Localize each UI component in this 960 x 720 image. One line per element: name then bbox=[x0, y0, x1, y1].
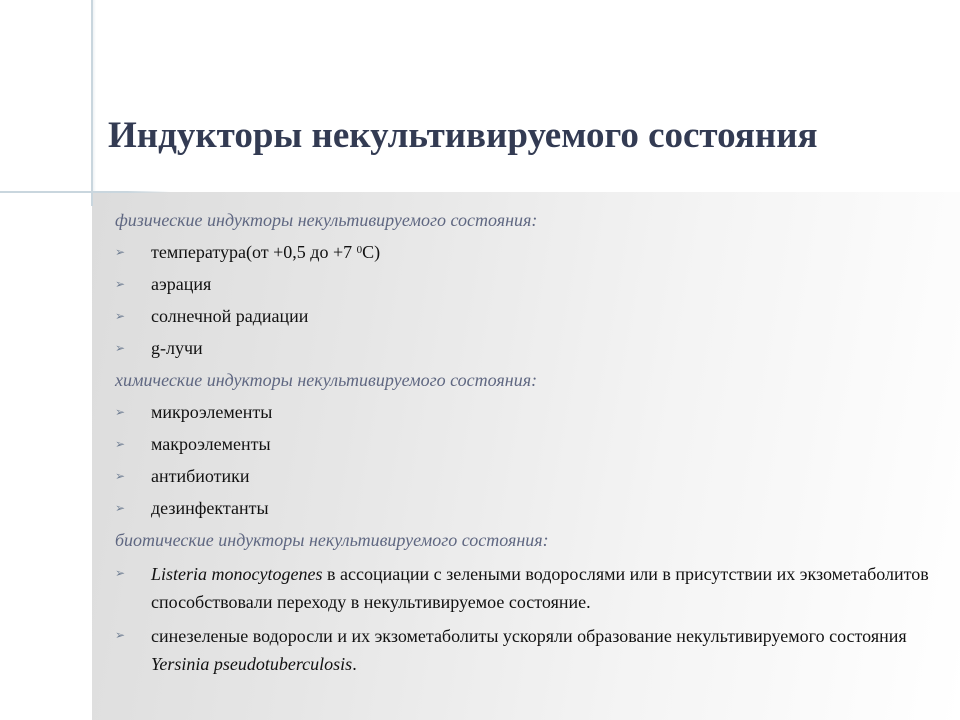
physical-heading: физические индукторы некультивируемого состояния: bbox=[115, 210, 538, 230]
decorative-horizontal-line bbox=[0, 191, 170, 193]
arrow-bullet-icon: ➢ bbox=[115, 245, 126, 259]
item-suffix: . bbox=[352, 654, 357, 674]
list-item bbox=[115, 272, 945, 304]
list-item bbox=[115, 304, 945, 336]
arrow-bullet-icon: ➢ bbox=[115, 566, 126, 580]
title-area bbox=[0, 0, 960, 192]
list-item-listeria bbox=[115, 560, 945, 622]
list-item bbox=[115, 464, 945, 496]
arrow-bullet-icon: ➢ bbox=[115, 501, 126, 515]
arrow-bullet-icon: ➢ bbox=[115, 437, 126, 451]
list-item-temperature bbox=[115, 240, 945, 272]
list-item bbox=[115, 432, 945, 464]
item-text: солнечной радиации bbox=[151, 306, 309, 326]
chemical-heading: химические индукторы некультивируемого состояния: bbox=[115, 370, 538, 390]
item-text: в ассоциации с зелеными водорослями или в присутствии их экзометаболитов способствовали переходу в некультивируемое состояние. bbox=[151, 564, 929, 612]
arrow-bullet-icon: ➢ bbox=[115, 309, 126, 323]
slide-title: Индукторы некультивируемого состояния bbox=[108, 115, 818, 156]
item-text: дезинфектанты bbox=[151, 498, 269, 518]
item-text: g-лучи bbox=[151, 338, 203, 358]
item-text: микроэлементы bbox=[151, 402, 273, 422]
arrow-bullet-icon: ➢ bbox=[115, 341, 126, 355]
arrow-bullet-icon: ➢ bbox=[115, 469, 126, 483]
species-name: Yersinia pseudotuberculosis bbox=[151, 654, 353, 674]
slide-content bbox=[115, 208, 945, 684]
list-item-cyanobacteria bbox=[115, 622, 945, 684]
biotic-heading: биотические индукторы некультивируемого состояния: bbox=[115, 530, 549, 550]
species-name: Listeria monocytogenes bbox=[151, 564, 323, 584]
list-item bbox=[115, 336, 945, 368]
item-text: макроэлементы bbox=[151, 434, 271, 454]
item-text: антибиотики bbox=[151, 466, 250, 486]
list-item bbox=[115, 496, 945, 528]
left-margin-strip bbox=[0, 192, 92, 720]
decorative-vertical-shade bbox=[93, 0, 96, 192]
arrow-bullet-icon: ➢ bbox=[115, 405, 126, 419]
arrow-bullet-icon: ➢ bbox=[115, 277, 126, 291]
decorative-vertical-line bbox=[91, 0, 93, 206]
degree-superscript: 0 bbox=[356, 244, 363, 256]
item-text: аэрация bbox=[151, 274, 212, 294]
temperature-unit: С) bbox=[362, 242, 381, 262]
arrow-bullet-icon: ➢ bbox=[115, 628, 126, 642]
list-item bbox=[115, 400, 945, 432]
temperature-text: температура(от +0,5 до +7 bbox=[151, 242, 357, 262]
item-text: синезеленые водоросли и их экзометаболиты ускоряли образование некультивируемого состояния bbox=[151, 626, 907, 646]
